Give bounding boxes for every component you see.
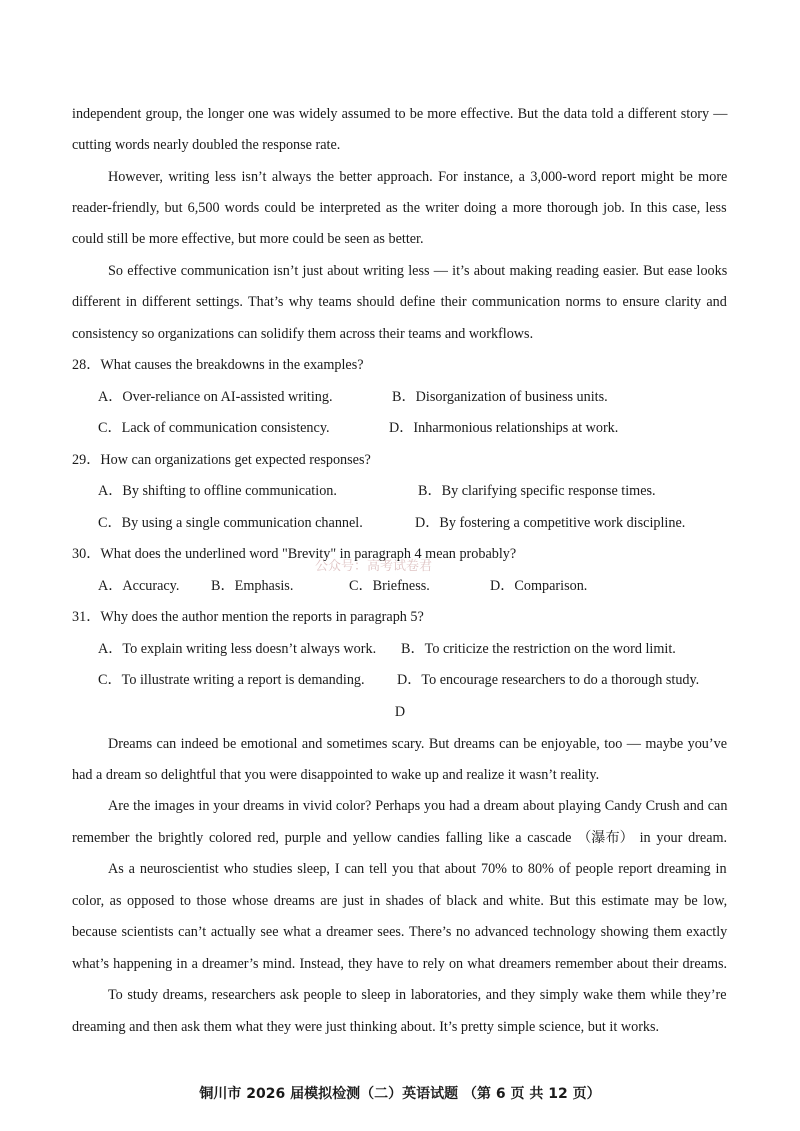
- question-stem-30: 30．What does the underlined word "Brevity" in paragraph 4 mean probably?: [72, 546, 517, 562]
- paragraph-line: Are the images in your dreams in vivid color? Perhaps you had a dream about playing Candy Crush and can: [108, 798, 728, 814]
- option-31-b: B．To criticize the restriction on the word limit.: [401, 641, 676, 657]
- question-stem-28: 28．What causes the breakdowns in the examples?: [72, 357, 364, 373]
- question-stem-29: 29．How can organizations get expected responses?: [72, 452, 371, 468]
- paragraph-line: So effective communication isn’t just about writing less — it’s about making reading easier. But ease looks: [108, 263, 728, 279]
- paragraph-line: could still be more effective, but more could be seen as better.: [72, 231, 424, 247]
- paragraph-line: what’s happening in a dreamer’s mind. Instead, they have to rely on what dreamers remember about their dreams.: [72, 956, 728, 972]
- paragraph-line: had a dream so delightful that you were disappointed to wake up and realize it wasn’t reality.: [72, 767, 600, 783]
- paragraph-line: because scientists can’t actually see what a dreamer sees. There’s no advanced technology showing them exactly: [72, 924, 728, 940]
- option-28-d: D．Inharmonious relationships at work.: [389, 420, 619, 436]
- paragraph-line: cutting words nearly doubled the response rate.: [72, 137, 341, 153]
- option-30-b: B．Emphasis.: [211, 578, 294, 594]
- paragraph-line: remember the brightly colored red, purple and yellow candies falling like a cascade （瀑布） in your dream.: [72, 830, 728, 846]
- option-30-d: D．Comparison.: [490, 578, 588, 594]
- option-28-b: B．Disorganization of business units.: [392, 389, 608, 405]
- question-stem-31: 31．Why does the author mention the reports in paragraph 5?: [72, 609, 424, 625]
- option-28-c: C．Lack of communication consistency.: [98, 420, 330, 436]
- paragraph-line: consistency so organizations can solidify them across their teams and workflows.: [72, 326, 534, 342]
- paragraph-line: However, writing less isn’t always the better approach. For instance, a 3,000-word report might be more: [108, 169, 728, 185]
- page-footer: 铜川市 2026 届模拟检测（二）英语试题 （第 6 页 共 12 页）: [199, 1086, 601, 1102]
- option-30-a: A．Accuracy.: [98, 578, 180, 594]
- paragraph-line: As a neuroscientist who studies sleep, I can tell you that about 70% to 80% of people report dreaming in: [108, 861, 727, 877]
- section-heading: D: [394, 704, 406, 720]
- option-29-b: B．By clarifying specific response times.: [418, 483, 656, 499]
- paragraph-line: independent group, the longer one was widely assumed to be more effective. But the data told a different story —: [72, 106, 728, 122]
- option-29-c: C．By using a single communication channel.: [98, 515, 363, 531]
- option-29-a: A．By shifting to offline communication.: [98, 483, 337, 499]
- option-31-d: D．To encourage researchers to do a thorough study.: [397, 672, 700, 688]
- watermark: 公众号：高考试卷君: [315, 559, 433, 574]
- option-29-d: D．By fostering a competitive work discipline.: [415, 515, 686, 531]
- option-31-c: C．To illustrate writing a report is demanding.: [98, 672, 365, 688]
- option-31-a: A．To explain writing less doesn’t always work.: [98, 641, 377, 657]
- option-30-c: C．Briefness.: [349, 578, 430, 594]
- paragraph-line: different in different settings. That’s why teams should define their communication norms to ensure clarity and: [72, 294, 727, 310]
- paragraph-line: dreaming and then ask them what they were just thinking about. It’s pretty simple science, but it works.: [72, 1019, 660, 1035]
- paragraph-line: To study dreams, researchers ask people to sleep in laboratories, and they simply wake them while they’re: [108, 987, 727, 1003]
- paragraph-line: Dreams can indeed be emotional and sometimes scary. But dreams can be enjoyable, too — maybe you’ve: [108, 736, 728, 752]
- paragraph-line: reader-friendly, but 6,500 words could be interpreted as the writer doing a more thorough job. In this case, less: [72, 200, 727, 216]
- paragraph-line: color, as opposed to those whose dreams are just in shades of black and white. But this estimate may be low,: [72, 893, 728, 909]
- option-28-a: A．Over-reliance on AI-assisted writing.: [98, 389, 333, 405]
